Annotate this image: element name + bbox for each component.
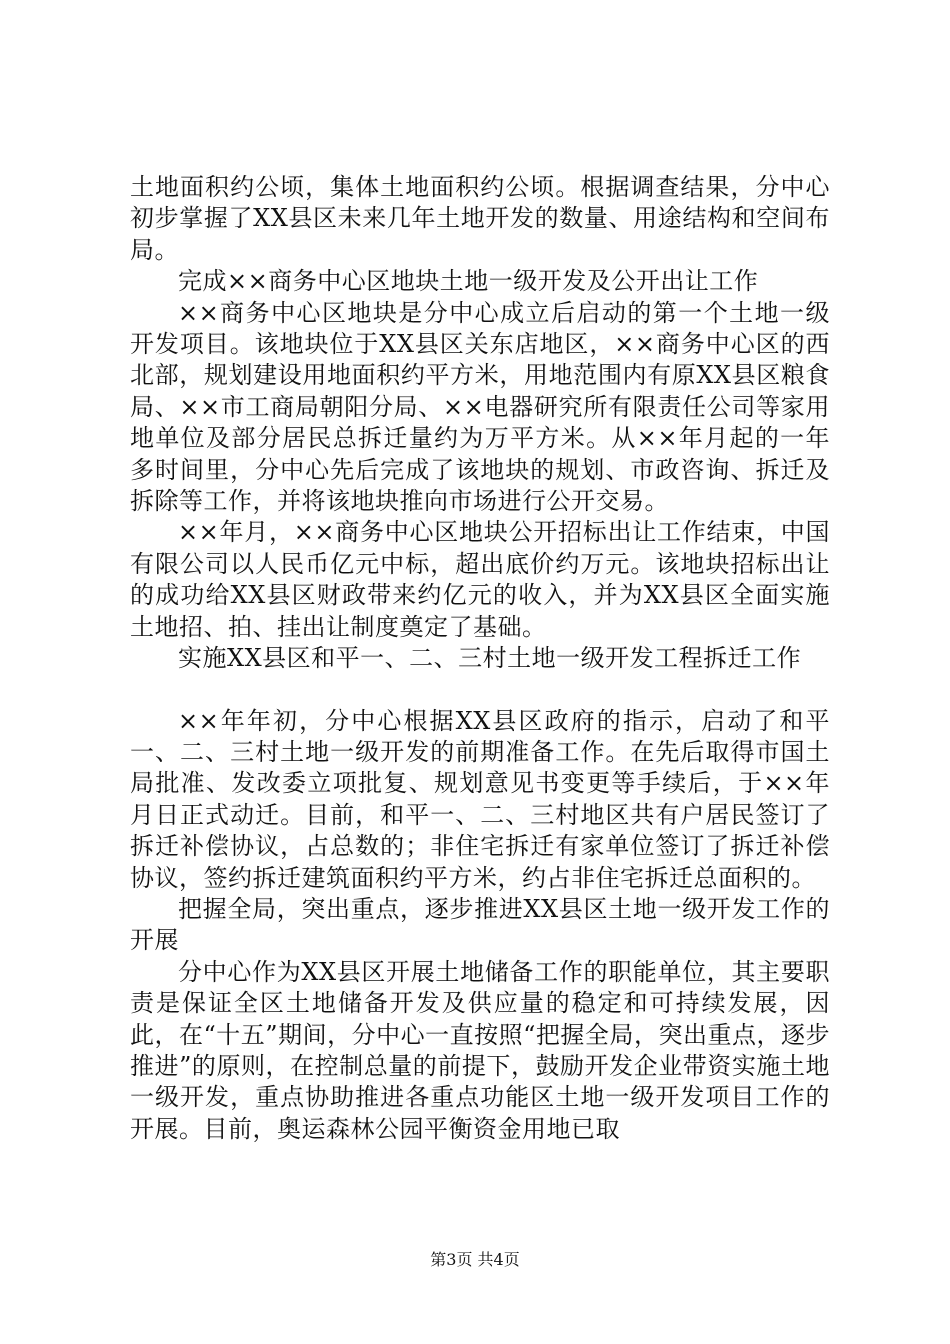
document-body	[130, 172, 830, 1145]
page-number-footer: 第3页 共4页	[430, 1250, 520, 1269]
paragraph-cbd-plot-tender: ××年月，××商务中心区地块公开招标出让工作结束，中国有限公司以人民币亿元中标，超出底价约万元。该地块招标出让的成功给XX县区财政带来约亿元的收入，并为XX县区全面实施土地招、拍、挂出让制度奠定了基础。	[130, 518, 830, 641]
blank-line	[130, 675, 830, 706]
paragraph-cbd-plot-details: ××商务中心区地块是分中心成立后启动的第一个土地一级开发项目。该地块位于XX县区关东店地区，××商务中心区的西北部，规划建设用地面积约平方米，用地范围内有原XX县区粮食局、××市工商局朝阳分局、××电器研究所有限责任公司等家用地单位及部分居民总拆迁量约为万平方米。从××年月起的一年多时间里，分中心先后完成了该地块的规划、市政咨询、拆迁及拆除等工作，并将该地块推向市场进行公开交易。	[130, 298, 830, 516]
heading-heping-villages-relocation: 实施XX县区和平一、二、三村土地一级开发工程拆迁工作	[178, 644, 802, 673]
heading-overall-planning: 把握全局，突出重点，逐步推进XX县区土地一级开发工作的开展	[130, 894, 830, 955]
paragraph-heping-villages-details: ××年年初，分中心根据XX县区政府的指示，启动了和平一、二、三村土地一级开发的前期准备工作。在先后取得市国土局批准、发改委立项批复、规划意见书变更等手续后，于××年月日正式动迁。目前，和平一、二、三村地区共有户居民签订了拆迁补偿协议，占总数的；非住宅拆迁有家单位签订了拆迁补偿协议，签约拆迁建筑面积约平方米，约占非住宅拆迁总面积的。	[130, 706, 830, 892]
heading-cbd-plot-development: 完成××商务中心区地块土地一级开发及公开出让工作	[178, 267, 759, 296]
paragraph-land-area-summary: 土地面积约公顷，集体土地面积约公顷。根据调查结果，分中心初步掌握了XX县区未来几年土地开发的数量、用途结构和空间布局。	[130, 173, 830, 264]
paragraph-center-responsibilities: 分中心作为XX县区开展土地储备工作的职能单位，其主要职责是保证全区土地储备开发及供应量的稳定和可持续发展，因此，在“十五”期间，分中心一直按照“把握全局，突出重点，逐步推进”的原则，在控制总量的前提下，鼓励开发企业带资实施土地一级开发，重点协助推进各重点功能区土地一级开发项目工作的开展。目前，奥运森林公园平衡资金用地已取	[130, 957, 830, 1143]
